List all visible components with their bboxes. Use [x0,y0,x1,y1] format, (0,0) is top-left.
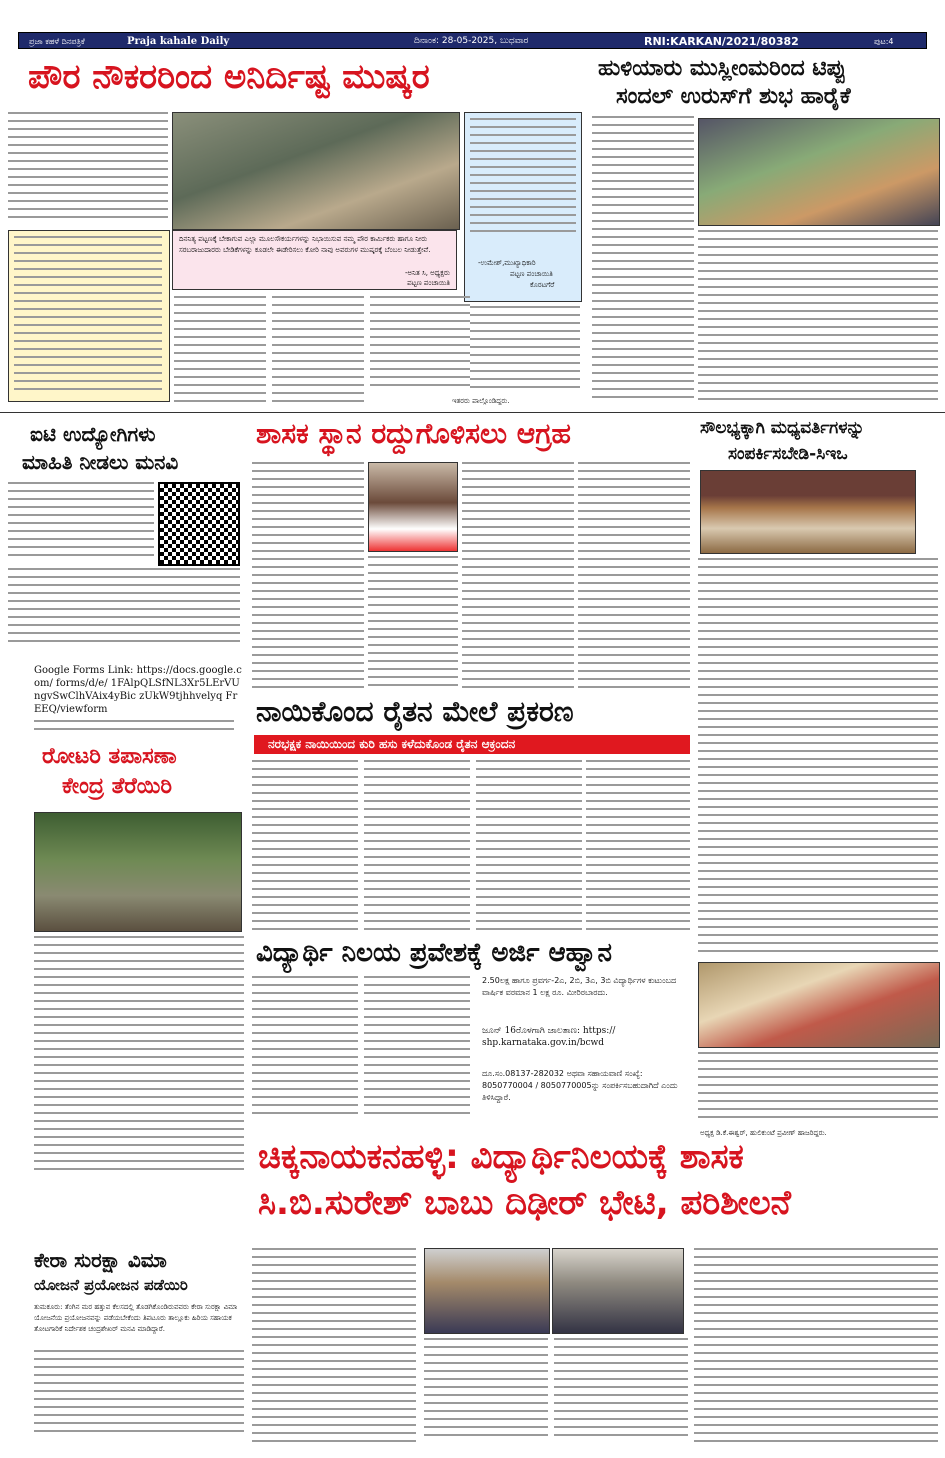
dog-body-col2 [364,760,470,936]
strike-body-mid [470,118,576,238]
temple-body-end: ಅಧ್ಯಕ್ಷ ಡಿ.ಕೆ.ಈಶ್ವರ್, ಹುಲಿಕುಂಟೆ ಪ್ರವೀಣ್ ಹಾಜರಿದ್ದರು. [700,1129,827,1137]
strike-quote-blue-place: ಕೊರಟಗೆರೆ [530,281,555,289]
strike-quote-pink-text: ದಿನನಿತ್ಯ ಪಟ್ಟಣಕ್ಕೆ ಬೇಕಾಗುವ ಎಲ್ಲಾ ಮೂಲಸೌಕರ್ಯಗಳನ್ನು ನಿಭಾಯಿಸುವ ನಮ್ಮ ಪೌರ ಕಾರ್ಮಿಕರು ಹಾಗೂ ನೀರು ಸರಬರಾಜುದಾರರು ಬೇಡಿಕೆಗಳನ್ನು ಕೂಡಲೇ ಈಡೇರಿಸಲು ಕೋರಿ ನಾವು ಅವರುಗಳ ಮುಷ್ಕರಕ್ಕೆ ಬೆಂಬಲ ನೀಡುತ್ತೇವೆ. [179,235,431,254]
strike-quote-blue-by: -ಉಮೇಶ್,ಮುಖ್ಯಾಧಿಕಾರಿ [478,259,536,267]
strike-body-col4 [370,296,470,392]
mla-body-col1 [252,462,364,694]
mediators-headline-line2: ಸಂಪರ್ಕಿಸಬೇಡಿ-ಸಿಇಒ [728,444,848,464]
strike-quote-pink-org: ಪಟ್ಟಣ ಪಂಚಾಯಿತಿ [407,279,450,287]
kera-headline-line2: ಯೋಜನೆ ಪ್ರಯೋಜನ ಪಡೆಯಿರಿ [34,1276,188,1294]
mediators-headline-line1: ಸೌಲಭ್ಯಕ್ಕಾಗಿ ಮಧ್ಯವರ್ತಿಗಳನ್ನು [700,418,865,438]
mediators-body [698,558,938,958]
kera-headline-line1: ಕೇರಾ ಸುರಕ್ಷಾ ವಿಮಾ [34,1248,167,1272]
google-forms-link[interactable]: Google Forms Link: https://docs.google.com/ forms/d/e/ 1FAlpQLSfNL3Xr5LErVUngvSwClhVAix4yBic zUkW9tjhhvelyq FrEEQ/viewform [34,665,242,715]
qr-code [158,482,240,566]
tipu-headline-line1: ಹುಳಿಯಾರು ಮುಸ್ಲೀಂಮರಿಂದ ಟಿಪ್ಪು [598,56,847,81]
strike-body-col1 [8,112,168,224]
ckn-photo-1 [424,1248,550,1334]
tipu-headline-line2: ಸಂದಲ್ ಉರುಸ್‌ಗೆ ಶುಭ ಹಾರೈಕೆ [616,84,851,109]
rotary-headline-line1: ರೋಟರಿ ತಪಾಸಣಾ [42,744,177,769]
rni-number: RNI:KARKAN/2021/80382 [644,35,799,48]
hostel-phone-text: ದೂ.ಸಂ.08137-282032 ಅಥವಾ ಸಹಾಯವಾಣಿ ಸಂಖ್ಯೆ: 8050770004 / 8050770005ನ್ನು ಸಂಪರ್ಕಿಸಬಹುದಾಗಿದೆ ಎಂದು ತಿಳಿಸಿದ್ದಾರೆ. [482,1069,678,1102]
it-jobs-headline-line1: ಐಟಿ ಉದ್ಯೋಗಿಗಳು [30,422,156,446]
ckn-headline-line1: ಚಿಕ್ಕನಾಯಕನಹಳ್ಳಿ: ವಿದ್ಯಾರ್ಥಿನಿಲಯಕ್ಕೆ ಶಾಸಕ [258,1137,744,1177]
temple-photo [698,962,940,1048]
it-jobs-headline-line2: ಮಾಹಿತಿ ನೀಡಲು ಮನವಿ [22,450,179,474]
mla-body-col3 [578,462,690,694]
page-number: ಪುಟ:4 [874,37,894,46]
strike-quote-pink-by: -ಅನಿತ ಸಿ, ಅಧ್ಯಕ್ಷರು [405,269,450,277]
hostel-income-text: 2.50ಲಕ್ಷ ಹಾಗೂ ಪ್ರವರ್ಗ-2ಎ, 2ಬಿ, 3ಎ, 3ಬಿ ವಿದ್ಯಾರ್ಥಿಗಳ ಕುಟುಂಬದ ವಾರ್ಷಿಕ ವರಮಾನ 1 ಲಕ್ಷ ರೂ. ಮೀರಿರಬಾರದು. [482,976,677,997]
mla-portrait [368,462,458,552]
tipu-photo [698,118,940,226]
temple-body [698,1052,938,1124]
rotary-photo [34,812,242,932]
ckn-body-col2 [424,1338,548,1444]
hostel-headline: ವಿದ್ಯಾರ್ಥಿ ನಿಲಯ ಪ್ರವೇಶಕ್ಕೆ ಅರ್ಜಿ ಆಹ್ವಾನ [256,938,612,968]
dog-body-col1 [252,760,358,936]
ckn-headline-line2: ಸಿ.ಬಿ.ಸುರೇಶ್ ಬಾಬು ದಿಢೀರ್ ಭೇಟಿ, ಪರಿಶೀಲನೆ [258,1183,791,1223]
tipu-body-col2 [698,230,938,406]
rotary-body [34,936,244,1172]
strike-body-col3 [272,296,364,406]
ckn-body-col3 [554,1338,688,1444]
issue-date: ದಿನಾಂಕ: 28-05-2025, ಬುಧವಾರ [414,36,529,46]
strike-photo-1 [172,112,460,230]
divider-top [0,412,945,413]
ckn-body-col4 [694,1248,938,1444]
strike-quote-pink [172,230,457,290]
paper-name-kn: ಪ್ರಜಾ ಕಹಳೆ ದಿನಪತ್ರಿಕೆ [29,37,85,46]
ckn-photo-2 [552,1248,684,1334]
hostel-body-col1 [252,976,358,1122]
strike-quote-blue-org: ಪಟ್ಟಣ ಪಂಚಾಯಿತಿ [510,270,553,278]
dog-subheadline-banner [254,735,690,754]
mla-headline: ಶಾಸಕ ಸ್ಥಾನ ರದ್ದುಗೊಳಿಸಲು ಆಗ್ರಹ [256,417,571,450]
dog-headline: ನಾಯಿಕೊಂದ ರೈತನ ಮೇಲೆ ಪ್ರಕರಣ [256,695,574,728]
mla-body-col1b [368,556,458,692]
strike-body-col5 [470,306,580,392]
kera-body-start: ತುಮಕೂರು: ತೆಂಗಿನ ಮರ ಹತ್ತುವ ಕೆಲಸದಲ್ಲಿ ತೊಡಗಿಕೊಂಡಿರುವವರು ಕೇರಾ ಸುರಕ್ಷಾ ವಿಮಾ ಯೋಜನೆಯ ಪ್ರಯೋಜನವನ್ನು ಪಡೆಯಬೇಕೆಂದು ತಿಪಟೂರು ತಾಲ್ಲೂಕು ಹಿರಿಯ ಸಹಾಯಕ ತೋಟಗಾರಿಕೆ ನಿರ್ದೇಶಕ ಚಂದ್ರಶೇಖರ್ ಮನವಿ ಮಾಡಿದ್ದಾರೆ. [34,1303,238,1333]
hostel-body-col2 [364,976,470,1122]
it-jobs-body-left [8,482,154,564]
ckn-body-col1 [252,1248,416,1444]
mla-body-col2 [462,462,574,694]
paper-name-en: Praja kahale Daily [127,36,230,47]
dog-body-col3 [476,760,582,936]
rotary-headline-line2: ಕೇಂದ್ರ ತೆರೆಯಿರಿ [62,774,173,799]
strike-body-end: ಇತರರು ಪಾಲ್ಗೊಂಡಿದ್ದರು. [452,397,510,405]
hostel-url-text[interactable]: ಜೂನ್ 16ರೊಳಗಾಗಿ ಜಾಲತಾಣ: https:// shp.karnataka.gov.in/bcwd [482,1026,616,1048]
it-jobs-body [8,568,240,648]
it-jobs-body-end [34,720,234,736]
strike-headline: ಪೌರ ನೌಕರರಿಂದ ಅನಿರ್ದಿಷ್ಟ ಮುಷ್ಕರ [28,57,430,97]
dog-body-col4 [586,760,690,936]
strike-body-col2 [174,296,266,406]
strike-yellow-text [14,236,162,396]
dog-subheadline: ನರಭಕ್ಷಕ ನಾಯಿಯಿಂದ ಕುರಿ ಹಸು ಕಳೆದುಕೊಂಡ ರೈತನ ಆಕ್ರಂದನ [268,737,516,751]
kera-body [34,1350,244,1444]
tipu-body-col1 [592,116,694,406]
masthead-wrap [18,32,927,49]
mediators-photo [700,470,916,554]
